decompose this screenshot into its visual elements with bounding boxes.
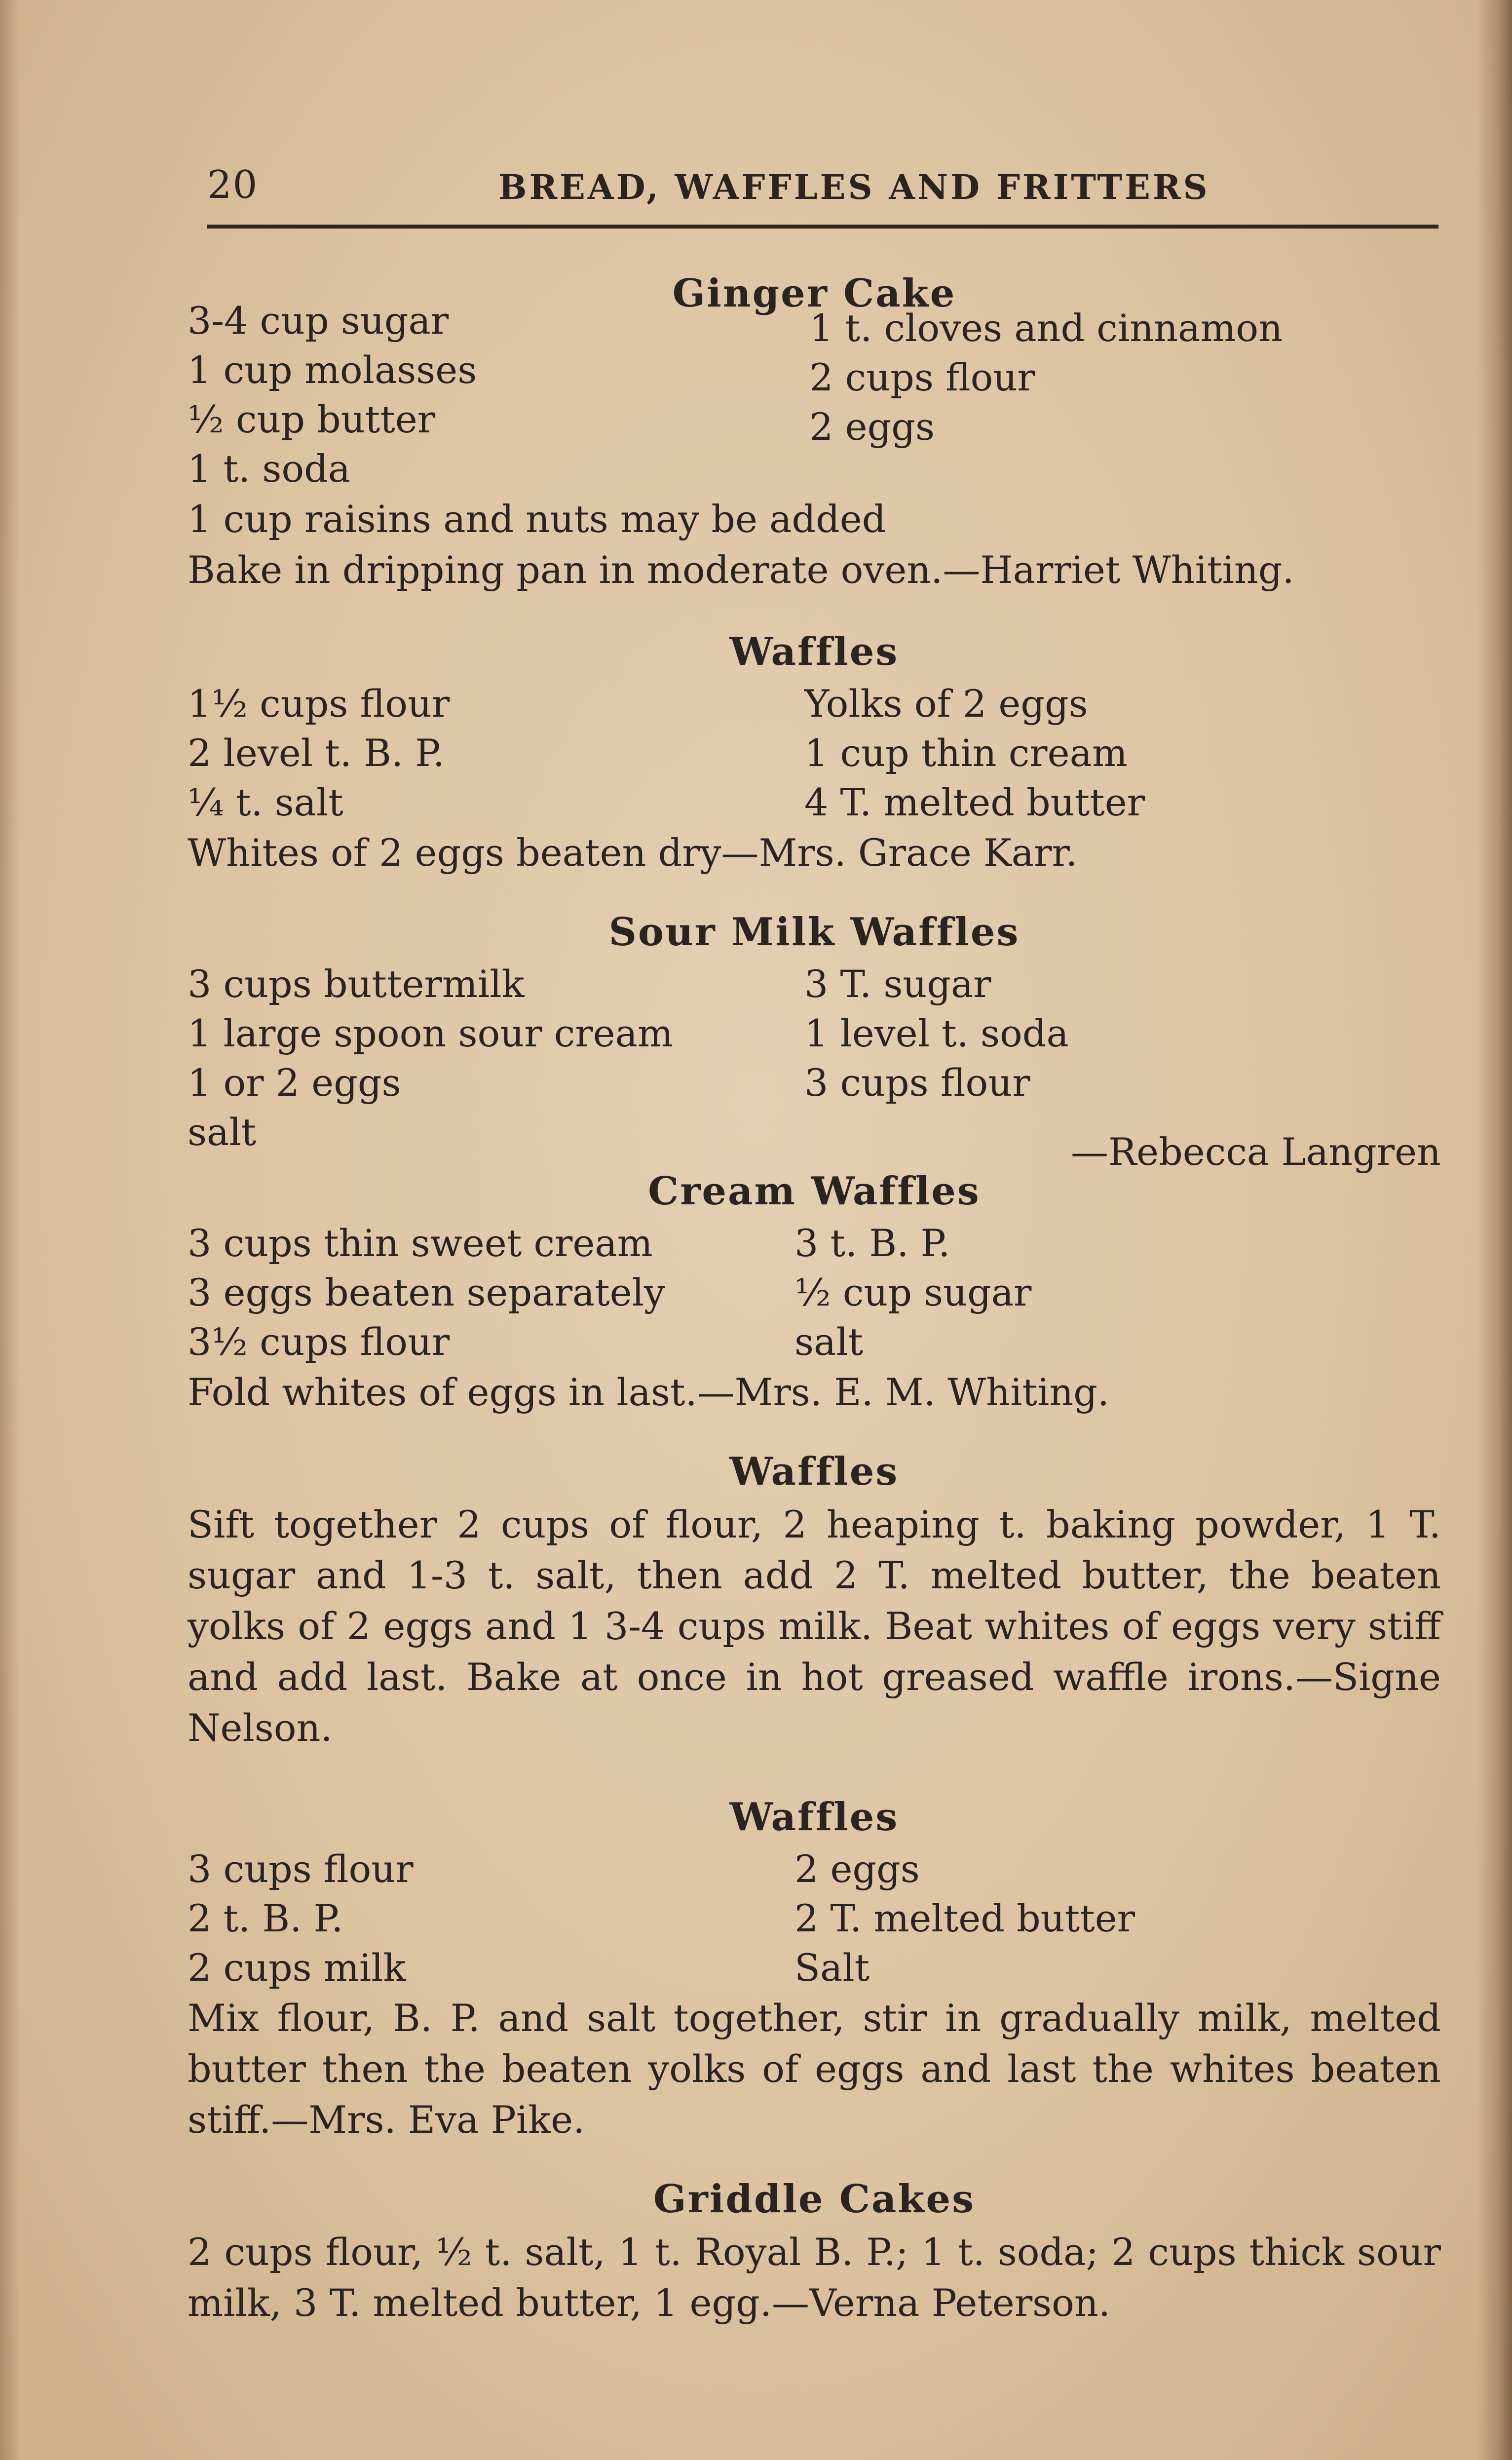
recipe-instructions: Fold whites of eggs in last.—Mrs. E. M. Whiting.: [188, 1370, 1110, 1414]
ingredient: 1 or 2 eggs: [188, 1061, 401, 1105]
ingredient: 3 t. B. P.: [794, 1221, 950, 1265]
ingredient: 2 t. B. P.: [188, 1896, 343, 1940]
page-edge-shadow-right: [1477, 0, 1512, 2460]
recipe-waffles-1: [188, 625, 1441, 878]
recipe-instructions: Whites of 2 eggs beaten dry—Mrs. Grace Karr.: [188, 831, 1078, 875]
ingredient-columns: [188, 1845, 1441, 1993]
recipe-sour-milk-waffles: [188, 905, 1441, 1177]
ingredient: 4 T. melted butter: [804, 780, 1145, 824]
recipe-instructions: Mix flour, B. P. and salt together, stir in gradually milk, melted butter then the beaten yolks of eggs and last the whites beaten stiff.—Mrs. Eva Pike.: [188, 1996, 1441, 2142]
recipe-ginger-cake: [188, 267, 1441, 595]
ingredients-right: [607, 1845, 1431, 1993]
ingredient: Yolks of 2 eggs: [804, 682, 1088, 726]
recipe-waffles-3: [188, 1790, 1441, 2145]
ingredient: 3½ cups flour: [188, 1320, 450, 1364]
ingredient: 3 cups flour: [188, 1847, 414, 1891]
recipe-instructions: 1 cup raisins and nuts may be added Bake in dripping pan in moderate oven.—Harriet Whiting.: [188, 497, 1294, 592]
ingredient: 3 T. sugar: [804, 962, 991, 1006]
ingredient: 3 cups thin sweet cream: [188, 1221, 653, 1265]
page-content: [188, 267, 1441, 2355]
ingredients-right: [607, 1219, 1431, 1367]
recipe-attribution: —Rebecca Langren: [1070, 1130, 1441, 1174]
recipe-instructions: Sift together 2 cups of flour, 2 heaping t. baking powder, 1 T. sugar and 1-3 t. salt, then add 2 T. melted butter, the beaten yolks of 2 eggs and 1 3-4 cups milk. Beat whites of eggs very stiff and add last. Bake at once in hot greased waffle irons.—Signe Nelson.: [188, 1502, 1441, 1750]
ingredient: 2 eggs: [809, 405, 935, 449]
ingredient-columns: [188, 1219, 1441, 1367]
ingredient: salt: [794, 1320, 864, 1364]
ingredient: 1 level t. soda: [804, 1011, 1069, 1055]
page-edge-shadow-left: [0, 0, 20, 2460]
recipe-title: Sour Milk Waffles: [608, 910, 1020, 955]
ingredient: 2 eggs: [794, 1847, 920, 1891]
ingredient: 2 level t. B. P.: [188, 731, 445, 775]
header-rule: [207, 225, 1438, 229]
ingredient-columns: [188, 679, 1441, 827]
ingredient: 3-4 cup sugar: [188, 299, 449, 343]
ingredient: 1 t. soda: [188, 447, 351, 491]
ingredient: ½ cup butter: [188, 397, 436, 441]
recipe-griddle-cakes: [188, 2172, 1441, 2328]
ingredient: 2 cups flour: [809, 355, 1035, 399]
ingredient: 1 large spoon sour cream: [188, 1011, 673, 1055]
recipe-title: Cream Waffles: [648, 1169, 981, 1214]
recipe-title: Griddle Cakes: [653, 2177, 976, 2222]
ingredient: 1½ cups flour: [188, 682, 450, 726]
ingredient: 3 eggs beaten separately: [188, 1270, 665, 1314]
ingredient-columns: [188, 296, 1441, 494]
recipe-title: Ginger Cake: [672, 271, 956, 316]
ingredient: Salt: [794, 1946, 870, 1990]
page-number: 20: [207, 163, 259, 207]
ingredient: 2 cups milk: [188, 1946, 406, 1990]
ingredient: 3 cups flour: [804, 1061, 1030, 1105]
ingredients-right: [612, 296, 1441, 494]
ingredient: 1 cup molasses: [188, 348, 477, 392]
ingredient: 2 T. melted butter: [794, 1896, 1135, 1940]
ingredients-right: [607, 679, 1441, 827]
recipe-title: Waffles: [729, 1449, 899, 1494]
recipe-instructions: 2 cups flour, ½ t. salt, 1 t. Royal B. P.; 1 t. soda; 2 cups thick sour milk, 3 T. melted butter, 1 egg.—Verna Peterson.: [188, 2230, 1441, 2325]
recipe-title: Waffles: [729, 629, 899, 674]
ingredient: 1 cup thin cream: [804, 731, 1128, 775]
ingredient: 3 cups buttermilk: [188, 962, 525, 1006]
running-title: BREAD, WAFFLES AND FRITTERS: [498, 168, 1210, 207]
page-header: [207, 163, 1441, 222]
ingredient: 1 t. cloves and cinnamon: [809, 306, 1283, 350]
ingredient: ½ cup sugar: [794, 1270, 1032, 1314]
ingredient: ¼ t. salt: [188, 780, 343, 824]
recipe-cream-waffles: [188, 1164, 1441, 1418]
ingredient: salt: [188, 1110, 257, 1154]
recipe-waffles-2: [188, 1445, 1441, 1753]
recipe-title: Waffles: [729, 1795, 899, 1840]
